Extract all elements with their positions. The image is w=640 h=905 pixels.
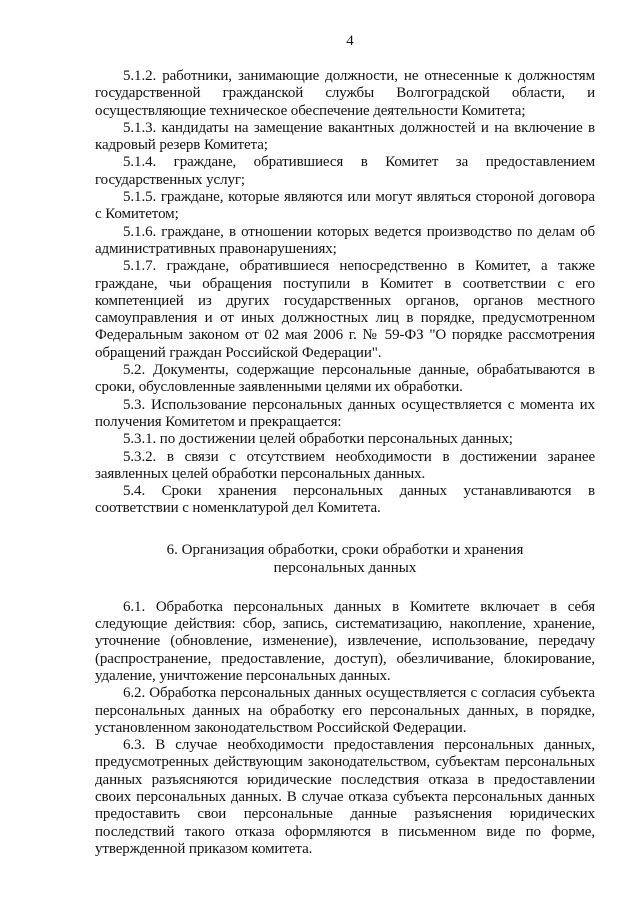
paragraph-5-3-2: 5.3.2. в связи с отсутствием необходимости в достижении заранее заявленных целей обработки персональных данных. [95, 448, 595, 482]
paragraph-5-1-2: 5.1.2. работники, занимающие должности, не отнесенные к должностям государственной гражданской службы Волгоградской области, и осуществляющие техническое обеспечение деятельности Комитета; [95, 68, 595, 119]
paragraph-5-4: 5.4. Сроки хранения персональных данных устанавливаются в соответствии с номенклатурой дел Комитета. [95, 483, 595, 517]
section-heading-line-2: персональных данных [273, 559, 417, 576]
paragraph-5-2: 5.2. Документы, содержащие персональные данные, обрабатываются в сроки, обусловленные заявленными целями их обработки. [95, 362, 595, 396]
page-number: 4 [346, 33, 354, 49]
section-heading-line-1: 6. Организация обработки, сроки обработки и хранения [166, 541, 524, 558]
paragraph-6-3: 6.3. В случае необходимости предоставления персональных данных, предусмотренных действующим законодательством, субъектам персональных данных разъясняются юридические последствия отказа в предоставлении своих персональных данных. В случае отказа субъекта персональных данных предоставить свои персональные данные разъяснения юридических последствий такого отказа оформляются в письменном виде по форме, утвержденной приказом комитета. [95, 737, 595, 857]
paragraph-5-3: 5.3. Использование персональных данных осуществляется с момента их получения Комитетом и прекращается: [95, 396, 595, 430]
paragraph-5-1-4: 5.1.4. граждане, обратившиеся в Комитет за предоставлением государственных услуг; [95, 154, 595, 188]
paragraph-6-2: 6.2. Обработка персональных данных осуществляется с согласия субъекта персональных данных на обработку его персональных данных, в порядке, установленном законодательством Российской Федерации. [95, 685, 595, 736]
paragraph-5-1-3: 5.1.3. кандидаты на замещение вакантных должностей и на включение в кадровый резерв Комитета; [95, 119, 595, 154]
section-heading [95, 541, 595, 577]
paragraph-5-1-5: 5.1.5. граждане, которые являются или могут являться стороной договора с Комитетом; [95, 189, 595, 223]
paragraph-6-1: 6.1. Обработка персональных данных в Комитете включает в себя следующие действия: сбор, запись, систематизацию, накопление, хранение, уточнение (обновление, изменение), извлечение, использование, передачу (распространение, предоставление, доступ), обезличивание, блокирование, удаление, уничтожение персональных данных. [95, 598, 595, 684]
document-page [95, 32, 595, 858]
paragraph-5-1-7: 5.1.7. граждане, обратившиеся непосредственно в Комитет, а также граждане, чьи обращения поступили в Комитет в соответствии с его компетенцией из других государственных органов, органов местного самоуправления и от иных должностных лиц в порядке, предусмотренном Федеральным законом от 02 мая 2006 г. № 59-ФЗ "О порядке рассмотрения обращений граждан Российской Федерации". [95, 258, 595, 361]
paragraph-5-3-1: 5.3.1. по достижении целей обработки персональных данных; [123, 431, 513, 448]
paragraph-5-1-6: 5.1.6. граждане, в отношении которых ведется производство по делам об административных правонарушениях; [95, 223, 595, 257]
